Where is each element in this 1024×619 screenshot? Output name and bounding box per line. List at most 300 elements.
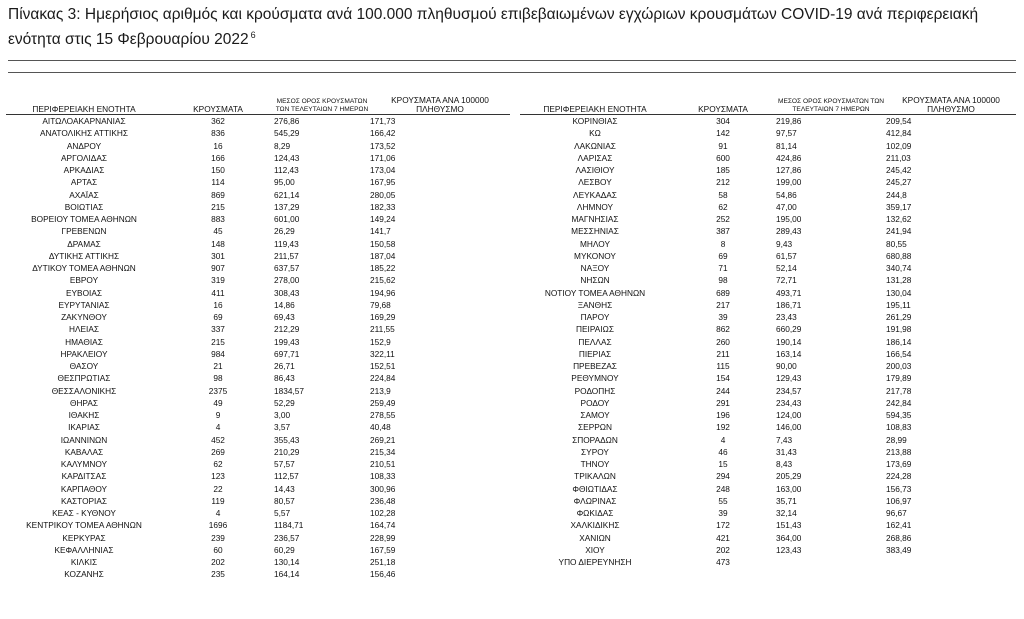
header-avg7: ΜΕΣΟΣ ΟΡΟΣ ΚΡΟΥΣΜΑΤΩΝ ΤΩΝ ΤΕΛΕΥΤΑΙΩΝ 7 ΗΜΕΡΩΝ [777, 98, 885, 113]
cell-unit: ΧΑΛΚΙΔΙΚΗΣ [570, 520, 620, 531]
cell-per100k: 152,9 [370, 336, 391, 347]
table-row [520, 238, 1016, 250]
cell-per100k: 211,55 [370, 324, 395, 335]
table-row [6, 434, 510, 446]
cell-avg7: 234,43 [776, 397, 802, 408]
cell-cases: 294 [716, 471, 730, 482]
cell-avg7: 289,43 [776, 226, 802, 237]
cell-unit: ΚΟΖΑΝΗΣ [64, 569, 104, 580]
cell-per100k: 173,04 [370, 165, 396, 175]
cell-per100k: 186,14 [886, 336, 912, 347]
cell-cases: 362 [211, 116, 225, 126]
cell-avg7: 211,57 [274, 250, 299, 261]
cell-per100k: 213,9 [370, 385, 391, 396]
cell-per100k: 215,62 [370, 275, 396, 286]
cell-unit: ΛΑΡΙΣΑΣ [577, 152, 613, 163]
table-row [6, 544, 510, 556]
cell-unit: ΠΡΕΒΕΖΑΣ [573, 361, 617, 371]
table-row [6, 372, 510, 384]
cell-unit: ΙΘΑΚΗΣ [68, 410, 100, 420]
cell-avg7: 219,86 [776, 116, 802, 126]
cell-cases: 212 [716, 177, 730, 188]
cell-cases: 269 [211, 446, 225, 457]
cell-per100k: 106,97 [886, 495, 912, 506]
cell-cases: 16 [213, 299, 223, 310]
table-row [520, 507, 1016, 519]
cell-avg7: 119,43 [274, 238, 299, 249]
cell-per100k: 269,21 [370, 434, 396, 445]
cell-unit: ΜΕΣΣΗΝΙΑΣ [571, 226, 619, 237]
cell-avg7: 151,43 [776, 520, 802, 531]
cell-per100k: 211,03 [886, 152, 911, 163]
cell-cases: 252 [716, 214, 730, 224]
cell-unit: ΠΕΛΛΑΣ [578, 336, 612, 347]
cell-cases: 62 [718, 201, 728, 212]
header-unit: ΠΕΡΙΦΕΡΕΙΑΚΗ ΕΝΟΤΗΤΑ [520, 96, 670, 115]
table-row [520, 287, 1016, 299]
table-row [6, 519, 510, 531]
cell-avg7: 60,29 [274, 544, 295, 555]
table-row [6, 409, 510, 421]
cell-avg7: 190,14 [776, 336, 802, 347]
table-row [6, 152, 510, 164]
cell-avg7: 1184,71 [274, 520, 304, 531]
cell-unit: ΘΑΣΟΥ [69, 361, 99, 371]
cell-cases: 55 [718, 495, 728, 506]
cell-avg7: 130,14 [274, 557, 300, 567]
cell-per100k: 173,52 [370, 140, 396, 151]
cell-cases: 883 [211, 214, 225, 224]
cell-cases: 421 [716, 532, 730, 543]
cell-avg7: 8,43 [776, 459, 793, 469]
cell-cases: 473 [716, 557, 730, 567]
header-avg7: ΜΕΣΟΣ ΟΡΟΣ ΚΡΟΥΣΜΑΤΩΝ ΤΩΝ ΤΕΛΕΥΤΑΙΩΝ 7 ΗΜΕΡΩΝ [275, 98, 369, 113]
table-row [520, 274, 1016, 286]
table-row [520, 299, 1016, 311]
table-row [520, 409, 1016, 421]
table-row [6, 446, 510, 458]
top-rule [8, 60, 1016, 61]
cell-cases: 984 [211, 348, 225, 359]
cell-avg7: 195,00 [776, 214, 802, 224]
cell-avg7: 146,00 [776, 422, 802, 433]
cell-avg7: 72,71 [776, 275, 797, 286]
right-table-block [520, 96, 1016, 568]
table-row [520, 483, 1016, 495]
cell-cases: 319 [211, 275, 225, 286]
right-header-row [520, 96, 1016, 115]
cell-cases: 98 [213, 373, 223, 384]
cell-cases: 91 [718, 140, 728, 151]
table-row [520, 189, 1016, 201]
cell-avg7: 205,29 [776, 471, 802, 482]
cell-avg7 [776, 556, 886, 568]
cell-per100k: 242,84 [886, 397, 912, 408]
cell-unit: ΠΙΕΡΙΑΣ [578, 348, 612, 359]
cell-cases: 22 [213, 483, 223, 494]
cell-cases: 46 [718, 446, 728, 457]
cell-unit: ΚΩ [589, 128, 601, 139]
cell-unit: ΣΑΜΟΥ [580, 410, 610, 420]
table-row [520, 213, 1016, 225]
cell-per100k: 167,95 [370, 177, 396, 188]
cell-avg7: 212,29 [274, 324, 300, 335]
cell-per100k: 141,7 [370, 226, 391, 237]
cell-avg7: 637,57 [274, 263, 300, 273]
cell-unit: ΦΩΚΙΔΑΣ [576, 508, 614, 518]
cell-per100k: 164,74 [370, 520, 396, 531]
cell-per100k: 224,84 [370, 373, 396, 384]
cell-cases: 192 [716, 422, 730, 433]
cell-avg7: 164,14 [274, 569, 300, 580]
cell-cases: 4 [215, 422, 221, 433]
table-row [520, 115, 1016, 128]
cell-cases: 869 [211, 189, 225, 200]
right-table-body [520, 115, 1016, 569]
cell-per100k: 322,11 [370, 348, 395, 359]
cell-per100k: 152,51 [370, 361, 396, 371]
table-row [520, 225, 1016, 237]
cell-avg7: 9,43 [776, 238, 793, 249]
cell-per100k: 40,48 [370, 422, 391, 433]
cell-unit: ΕΥΒΟΙΑΣ [65, 287, 103, 298]
cell-per100k: 224,28 [886, 471, 912, 482]
cell-per100k: 251,18 [370, 557, 396, 567]
caption-text: Πίνακας 3: Ημερήσιος αριθμός και κρούσματα ανά 100.000 πληθυσμού επιβεβαιωμένων εγχώριων κρουσμάτων COVID-19 ανά περιφερειακή ενότητα στις 15 Φεβρουαρίου 2022 [8, 6, 979, 48]
cell-avg7: 1834,57 [274, 385, 304, 396]
cell-unit: ΕΥΡΥΤΑΝΙΑΣ [58, 299, 110, 310]
cell-cases: 4 [215, 508, 221, 518]
cell-per100k: 179,89 [886, 373, 912, 384]
cell-per100k: 280,05 [370, 189, 396, 200]
cell-unit: ΑΧΑΪΑΣ [69, 189, 99, 200]
table-row [6, 262, 510, 274]
cell-cases: 202 [716, 544, 730, 555]
cell-avg7: 47,00 [776, 201, 797, 212]
cell-avg7: 95,00 [274, 177, 295, 188]
cell-avg7: 31,43 [776, 446, 797, 457]
cell-unit: ΛΕΣΒΟΥ [578, 177, 612, 188]
cell-per100k: 108,83 [886, 422, 912, 433]
cell-cases: 301 [211, 250, 225, 261]
cell-unit: ΙΚΑΡΙΑΣ [68, 422, 100, 433]
cell-per100k: 108,33 [370, 471, 396, 482]
table-row [6, 323, 510, 335]
table-row [520, 140, 1016, 152]
header-per100k: ΚΡΟΥΣΜΑΤΑ ΑΝΑ 100000 ΠΛΗΘΥΣΜΟ [886, 96, 1016, 115]
table-row [6, 250, 510, 262]
cell-cases: 154 [716, 373, 730, 384]
cell-cases: 337 [211, 324, 225, 335]
cell-unit: ΡΟΔΟΠΗΣ [574, 385, 616, 396]
table-row [6, 115, 510, 128]
cell-unit: ΣΠΟΡΑΔΩΝ [572, 434, 618, 445]
cell-per100k: 217,78 [886, 385, 912, 396]
table-row [6, 213, 510, 225]
table-row [520, 519, 1016, 531]
cell-unit: ΜΗΛΟΥ [580, 238, 610, 249]
cell-unit: ΚΑΒΑΛΑΣ [64, 446, 104, 457]
header-unit: ΠΕΡΙΦΕΡΕΙΑΚΗ ΕΝΟΤΗΤΑ [6, 96, 162, 115]
cell-per100k: 200,03 [886, 361, 912, 371]
table-row [520, 532, 1016, 544]
cell-cases: 235 [211, 569, 225, 580]
cell-avg7: 236,57 [274, 532, 300, 543]
cell-unit: ΗΜΑΘΙΑΣ [65, 336, 103, 347]
table-row [520, 250, 1016, 262]
table-row [520, 495, 1016, 507]
cell-per100k: 162,41 [886, 520, 912, 531]
cell-per100k: 173,69 [886, 459, 912, 469]
cell-unit: ΡΕΘΥΜΝΟΥ [571, 373, 619, 384]
table-row [6, 568, 510, 580]
cell-per100k: 185,22 [370, 263, 396, 273]
cell-avg7: 186,71 [776, 299, 802, 310]
cell-avg7: 90,00 [776, 361, 797, 371]
cell-cases: 689 [716, 287, 730, 298]
cell-cases: 150 [211, 165, 225, 175]
cell-cases: 215 [211, 201, 225, 212]
table-row [520, 372, 1016, 384]
cell-avg7: 163,00 [776, 483, 802, 494]
cell-unit: ΚΑΛΥΜΝΟΥ [60, 459, 108, 469]
table-row [6, 238, 510, 250]
cell-avg7: 660,29 [776, 324, 802, 335]
cell-unit: ΑΡΓΟΛΙΔΑΣ [61, 152, 107, 163]
cell-per100k: 156,73 [886, 483, 912, 494]
cell-cases: 260 [716, 336, 730, 347]
cell-avg7: 35,71 [776, 495, 797, 506]
table-row [520, 127, 1016, 139]
right-table [520, 96, 1016, 568]
cell-per100k: 171,06 [370, 152, 396, 163]
cell-unit: ΦΘΙΩΤΙΔΑΣ [572, 483, 618, 494]
table-row [6, 176, 510, 188]
cell-per100k: 182,33 [370, 201, 396, 212]
cell-cases: 215 [211, 336, 225, 347]
table-row [6, 287, 510, 299]
cell-avg7: 545,29 [274, 128, 300, 139]
cell-per100k: 191,98 [886, 324, 912, 335]
table-row [6, 299, 510, 311]
cell-unit: ΧΑΝΙΩΝ [579, 532, 611, 543]
cell-avg7: 81,14 [776, 140, 797, 151]
cell-unit: ΧΙΟΥ [585, 544, 605, 555]
cell-per100k: 80,55 [886, 238, 907, 249]
cell-cases: 217 [716, 299, 730, 310]
cell-avg7: 86,43 [274, 373, 295, 384]
cell-unit: ΚΑΣΤΟΡΙΑΣ [60, 495, 108, 506]
cell-avg7: 14,86 [274, 299, 295, 310]
cell-cases: 2375 [208, 385, 228, 396]
cell-avg7: 112,43 [274, 165, 299, 175]
table-row [6, 483, 510, 495]
left-header-row [6, 96, 510, 115]
cell-unit: ΚΕΝΤΡΙΚΟΥ ΤΟΜΕΑ ΑΘΗΝΩΝ [26, 520, 142, 531]
table-row [6, 397, 510, 409]
cell-avg7: 14,43 [274, 483, 295, 494]
cell-cases: 60 [213, 544, 223, 555]
header-cases: ΚΡΟΥΣΜΑΤΑ [670, 96, 776, 115]
cell-unit: ΛΕΥΚΑΔΑΣ [573, 189, 617, 200]
cell-avg7: 52,29 [274, 397, 295, 408]
cell-cases: 862 [716, 324, 730, 335]
cell-unit: ΑΝΑΤΟΛΙΚΗΣ ΑΤΤΙΚΗΣ [39, 128, 129, 139]
cell-per100k: 131,28 [886, 275, 912, 286]
second-rule [8, 72, 1016, 73]
cell-unit: ΗΛΕΙΑΣ [68, 324, 100, 335]
cell-per100k: 79,68 [370, 299, 391, 310]
cell-avg7: 61,57 [776, 250, 797, 261]
cell-unit: ΚΟΡΙΝΘΙΑΣ [572, 116, 618, 126]
cell-cases: 69 [718, 250, 728, 261]
cell-per100k: 412,84 [886, 128, 912, 139]
cell-cases: 202 [211, 557, 225, 567]
cell-avg7: 3,00 [274, 410, 291, 420]
cell-unit: ΤΡΙΚΑΛΩΝ [574, 471, 616, 482]
cell-avg7: 129,43 [776, 373, 802, 384]
cell-avg7: 23,43 [776, 312, 797, 322]
cell-cases: 211 [716, 348, 730, 359]
cell-cases: 58 [718, 189, 728, 200]
table-row [6, 140, 510, 152]
cell-per100k: 680,88 [886, 250, 912, 261]
table-row [520, 470, 1016, 482]
cell-unit: ΚΑΡΠΑΘΟΥ [60, 483, 108, 494]
cell-per100k: 195,11 [886, 299, 911, 310]
cell-avg7: 278,00 [274, 275, 300, 286]
cell-avg7: 3,57 [274, 422, 291, 433]
cell-per100k: 259,49 [370, 397, 396, 408]
cell-avg7: 112,57 [274, 471, 299, 482]
cell-unit: ΝΟΤΙΟΥ ΤΟΜΕΑ ΑΘΗΝΩΝ [544, 287, 646, 298]
table-caption [8, 4, 1018, 50]
cell-avg7: 137,29 [274, 201, 300, 212]
table-row [520, 164, 1016, 176]
cell-cases: 1696 [208, 520, 228, 531]
cell-unit: ΚΙΛΚΙΣ [70, 557, 98, 567]
cell-avg7: 80,57 [274, 495, 295, 506]
cell-unit: ΛΗΜΝΟΥ [576, 201, 614, 212]
cell-unit: ΤΗΝΟΥ [580, 459, 610, 469]
cell-per100k: 245,27 [886, 177, 912, 188]
left-table-body [6, 115, 510, 581]
cell-cases: 71 [718, 263, 728, 273]
cell-unit: ΜΑΓΝΗΣΙΑΣ [571, 214, 619, 224]
table-row [520, 262, 1016, 274]
cell-per100k: 241,94 [886, 226, 912, 237]
table-row [520, 397, 1016, 409]
cell-per100k: 150,58 [370, 238, 396, 249]
cell-cases: 411 [211, 287, 225, 298]
cell-cases: 387 [716, 226, 730, 237]
table-row [6, 458, 510, 470]
table-row [6, 470, 510, 482]
footnote-marker: 6 [250, 30, 256, 40]
cell-per100k: 187,04 [370, 250, 396, 261]
header-cases: ΚΡΟΥΣΜΑΤΑ [162, 96, 274, 115]
table-row [6, 164, 510, 176]
table-row [6, 336, 510, 348]
cell-per100k: 244,8 [886, 189, 907, 200]
cell-per100k: 96,67 [886, 508, 907, 518]
cell-unit: ΡΟΔΟΥ [580, 397, 610, 408]
cell-per100k: 28,99 [886, 434, 907, 445]
cell-unit: ΣΥΡΟΥ [581, 446, 609, 457]
cell-avg7: 364,00 [776, 532, 802, 543]
left-table [6, 96, 510, 581]
cell-per100k: 167,59 [370, 544, 396, 555]
table-row [6, 348, 510, 360]
cell-unit: ΞΑΝΘΗΣ [577, 299, 613, 310]
table-row [520, 311, 1016, 323]
table-row [6, 225, 510, 237]
cell-cases: 4 [720, 434, 726, 445]
cell-cases: 142 [716, 128, 730, 139]
cell-unit: ΘΗΡΑΣ [69, 397, 99, 408]
cell-unit: ΖΑΚΥΝΘΟΥ [61, 312, 107, 322]
cell-cases: 166 [211, 152, 225, 163]
cell-avg7: 69,43 [274, 312, 295, 322]
header-per100k: ΚΡΟΥΣΜΑΤΑ ΑΝΑ 100000 ΠΛΗΘΥΣΜΟ [370, 96, 510, 115]
cell-cases: 39 [718, 508, 728, 518]
cell-unit: ΑΡΤΑΣ [70, 177, 98, 188]
cell-per100k: 166,54 [886, 348, 912, 359]
cell-cases: 21 [213, 361, 223, 371]
cell-cases: 452 [211, 434, 225, 445]
cell-unit: ΛΑΚΩΝΙΑΣ [574, 140, 616, 151]
cell-avg7: 8,29 [274, 140, 291, 151]
cell-unit: ΔΥΤΙΚΟΥ ΤΟΜΕΑ ΑΘΗΝΩΝ [32, 263, 136, 273]
cell-avg7: 621,14 [274, 189, 300, 200]
cell-avg7: 5,57 [274, 508, 291, 518]
cell-per100k: 213,88 [886, 446, 912, 457]
cell-per100k: 215,34 [370, 446, 396, 457]
cell-per100k: 228,99 [370, 532, 396, 543]
table-row [520, 201, 1016, 213]
cell-avg7: 26,29 [274, 226, 295, 237]
cell-per100k: 194,96 [370, 287, 396, 298]
cell-unit: ΑΙΤΩΛΟΑΚΑΡΝΑΝΙΑΣ [42, 116, 126, 126]
table-row [6, 311, 510, 323]
table-row [6, 127, 510, 139]
table-row [6, 189, 510, 201]
cell-avg7: 124,00 [776, 410, 802, 420]
cell-per100k: 130,04 [886, 287, 912, 298]
cell-cases: 115 [716, 361, 730, 371]
cell-avg7: 355,43 [274, 434, 300, 445]
cell-per100k: 236,48 [370, 495, 396, 506]
cell-avg7: 7,43 [776, 434, 793, 445]
cell-cases: 248 [716, 483, 730, 494]
cell-per100k: 268,86 [886, 532, 912, 543]
cell-avg7: 210,29 [274, 446, 300, 457]
cell-unit: ΔΥΤΙΚΗΣ ΑΤΤΙΚΗΣ [48, 250, 120, 261]
table-row [6, 495, 510, 507]
cell-cases: 148 [211, 238, 225, 249]
cell-avg7: 57,57 [274, 459, 295, 469]
cell-avg7: 697,71 [274, 348, 300, 359]
cell-per100k: 245,42 [886, 165, 912, 175]
cell-cases: 244 [716, 385, 730, 396]
cell-cases: 600 [716, 152, 730, 163]
cell-cases: 45 [213, 226, 223, 237]
cell-avg7: 163,14 [776, 348, 802, 359]
table-row [520, 446, 1016, 458]
cell-cases: 114 [211, 177, 225, 188]
table-row [520, 421, 1016, 433]
left-table-block [6, 96, 510, 581]
